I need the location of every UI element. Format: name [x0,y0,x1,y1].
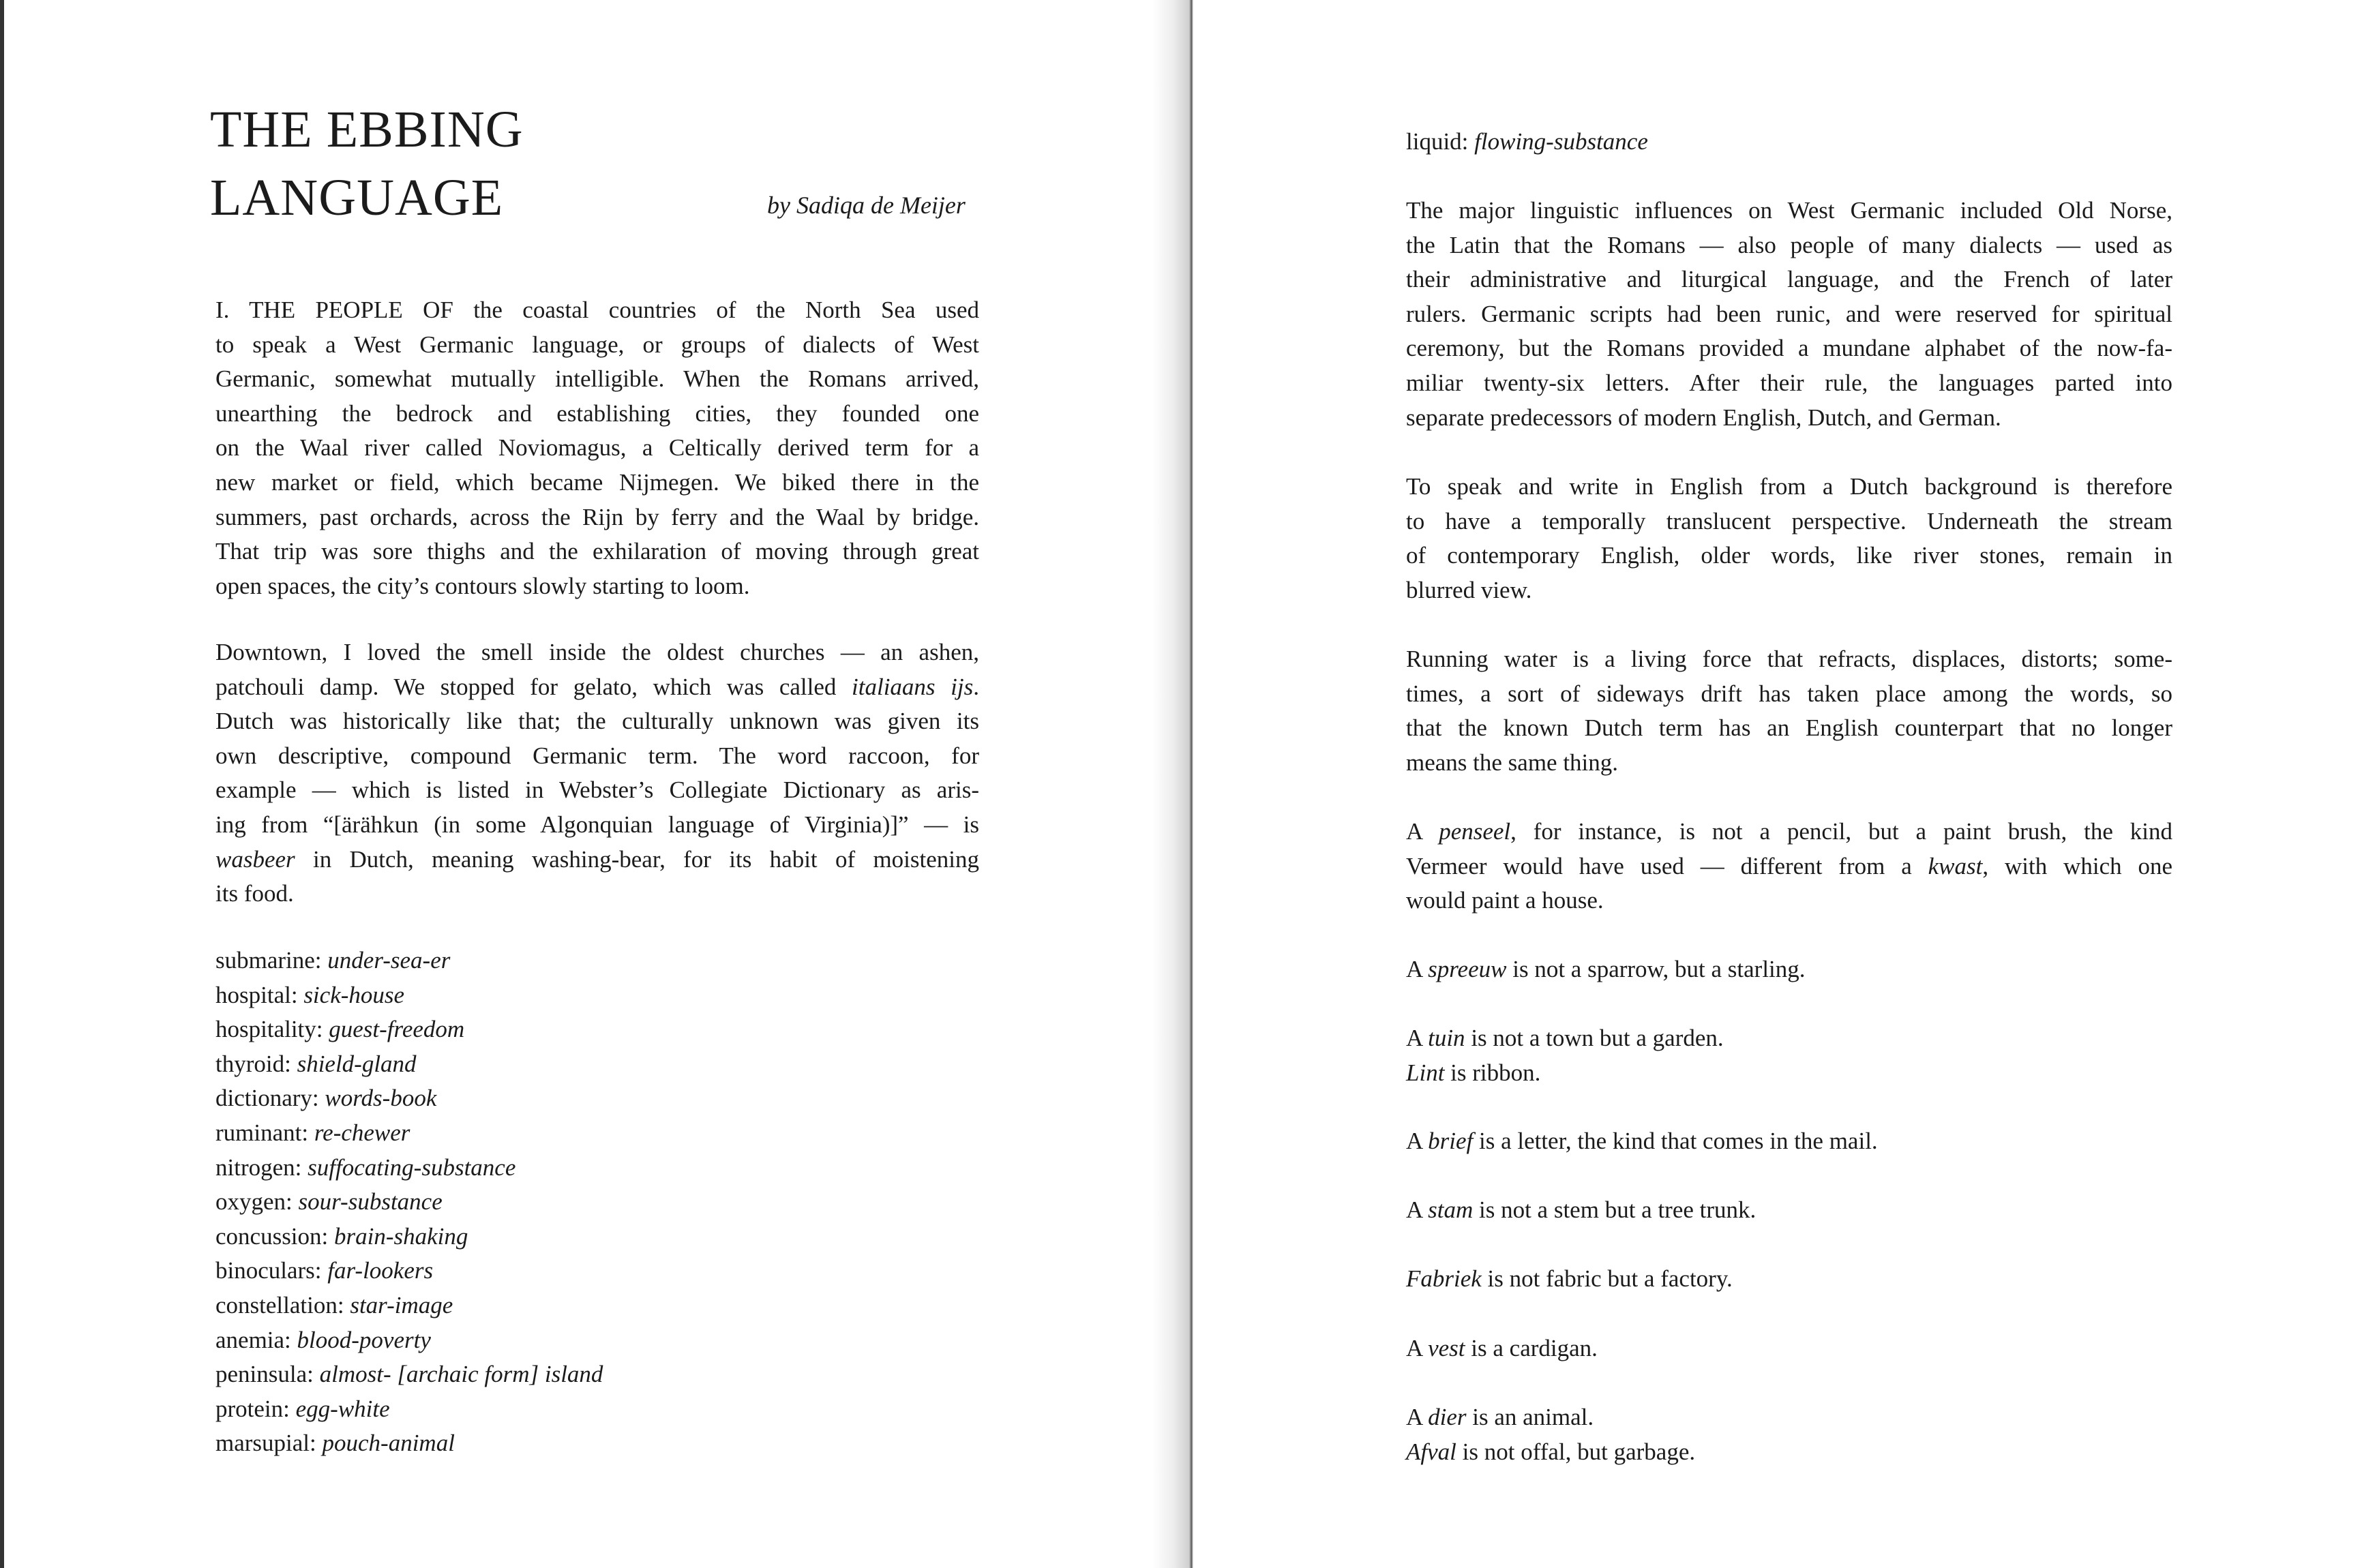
text-segment: Downtown, I loved the smell inside the oldest churches — an ashen, [215,639,979,665]
text-line [215,843,979,877]
text-segment: of contemporary English, older words, like river stones, remain in [1406,542,2172,569]
page-edge [0,0,4,1568]
text-segment: is a cardigan. [1465,1335,1598,1361]
right-paragraph [1406,1331,2172,1366]
text-line [215,1047,979,1082]
right-paragraph [1406,815,2172,918]
text-line [1406,228,2172,263]
text-segment: protein: [215,1395,296,1422]
text-line [1406,677,2172,712]
text-line [1406,849,2172,884]
text-line [215,739,979,774]
text-line [215,500,979,535]
text-line [215,808,979,843]
text-line [1406,1021,2172,1056]
text-line [1406,642,2172,677]
right-paragraph [1406,1262,2172,1297]
right-paragraph [1406,1400,2172,1469]
right-paragraph [1406,1193,2172,1228]
text-segment: to have a temporally translucent perspective. Underneath the stream [1406,507,2172,534]
text-segment: rulers. Germanic scripts had been runic, and were reserved for spiritual [1406,300,2172,327]
italic-term: sick-house [303,981,405,1008]
text-line [215,1254,979,1288]
text-segment: unearthing the bedrock and establishing cities, they founded one [215,399,979,427]
text-line [215,534,979,569]
text-segment: means the same thing. [1406,749,1619,776]
text-line [215,1288,979,1323]
italic-term: shield-gland [297,1050,417,1077]
text-line [215,944,979,978]
text-segment: Running water is a living force that refracts, displaces, distorts; some- [1406,646,2172,672]
text-segment: their administrative and liturgical language, and the French of later [1406,266,2172,293]
text-line [1406,1193,2172,1228]
glossary-list [215,944,979,1461]
text-segment: times, a sort of sideways drift has taken place among the words, so [1406,680,2172,707]
text-line [1406,1124,2172,1159]
italic-term: dier [1428,1404,1467,1430]
text-segment: constellation: [215,1291,350,1318]
text-line [215,397,979,432]
italic-term: blood-poverty [297,1326,431,1353]
text-line [215,978,979,1013]
italic-term: under-sea-er [327,947,451,974]
text-segment: in Dutch, meaning washing-bear, for its habit of moistening [295,845,979,873]
text-line [1406,573,2172,608]
italic-term: brain-shaking [334,1222,468,1250]
text-segment: new market or field, which became Nijmegen. We biked there in the [215,468,979,496]
italic-term: re-chewer [314,1119,410,1146]
text-line [215,293,979,328]
italic-term: sour-substance [298,1188,443,1216]
text-segment: I. THE PEOPLE OF the coastal countries of the North Sea used [215,297,979,323]
text-segment: A [1406,956,1429,982]
text-segment: ruminant: [215,1119,314,1146]
text-line [215,466,979,500]
text-segment: is not a sparrow, but a starling. [1506,956,1806,982]
italic-term: penseel [1439,818,1511,845]
text-segment: liquid: [1406,128,1475,155]
italic-term: egg-white [295,1395,390,1422]
text-line [215,1081,979,1116]
text-line [215,773,979,808]
text-line [215,569,979,604]
text-line [215,1151,979,1186]
text-segment: A [1406,1404,1429,1430]
text-line [215,635,979,670]
text-segment: A [1406,818,1439,845]
byline: by Sadiqa de Meijer [767,192,966,219]
right-paragraph [1406,642,2172,780]
paragraph-2 [215,635,979,911]
text-segment: ceremony, but the Romans provided a mundane alphabet of the now-fa- [1406,335,2172,362]
text-line [1406,884,2172,918]
text-line [1406,1435,2172,1470]
text-segment: is a letter, the kind that comes in the mail. [1473,1128,1878,1154]
text-line [1406,470,2172,504]
text-line [215,704,979,739]
text-line [215,1185,979,1220]
text-segment: To speak and write in English from a Dutch background is therefore [1406,473,2172,500]
text-line [1406,331,2172,366]
text-segment: that the known Dutch term has an English counterpart that no longer [1406,714,2172,742]
italic-term: vest [1428,1335,1465,1361]
text-segment: , with which one [1982,852,2173,879]
italic-term: Lint [1406,1059,1445,1086]
text-segment: nitrogen: [215,1154,308,1181]
italic-term: spreeuw [1428,956,1507,982]
text-line [215,1323,979,1358]
text-line [1406,194,2172,228]
text-line [215,1426,979,1461]
italic-term: kwast [1928,852,1983,879]
article-title [210,95,524,232]
text-segment: oxygen: [215,1188,299,1216]
italic-term: Fabriek [1406,1265,1482,1292]
paragraph-1 [215,293,979,603]
text-line [1406,1056,2172,1091]
italic-term: stam [1428,1196,1474,1223]
text-line [1406,815,2172,849]
text-segment: is not offal, but garbage. [1456,1438,1696,1465]
text-line [215,1116,979,1151]
text-segment: hospital: [215,981,304,1008]
text-segment: is ribbon. [1444,1059,1541,1086]
text-segment: concussion: [215,1222,335,1250]
italic-term: tuin [1428,1025,1465,1051]
italic-term: pouch-animal [322,1430,455,1457]
text-line [215,670,979,705]
text-line [215,1392,979,1427]
italic-term: guest-freedom [329,1016,465,1043]
text-segment: is an animal. [1466,1404,1594,1430]
right-paragraph [1406,1124,2172,1159]
text-segment: Vermeer would have used — different from a [1406,852,1928,879]
italic-term: italiaans ijs [852,673,974,700]
text-line [215,1220,979,1254]
text-segment: A [1406,1335,1429,1361]
text-segment: thyroid: [215,1050,297,1077]
text-segment: A [1406,1128,1429,1154]
text-segment: A [1406,1025,1429,1051]
text-segment: , for instance, is not a pencil, but a paint brush, the kind [1510,818,2172,845]
text-line [215,1357,979,1392]
text-segment: is not fabric but a factory. [1481,1265,1733,1292]
text-line [1406,401,2172,436]
text-segment: Germanic, somewhat mutually intelligible. When the Romans arrived, [215,365,979,393]
text-line [1406,1400,2172,1435]
right-paragraph [1406,470,2172,607]
right-paragraph [1406,125,2172,160]
italic-term: words-book [325,1085,437,1112]
text-segment: dictionary: [215,1085,325,1112]
text-segment: miliar twenty-six letters. After their rule, the languages parted into [1406,369,2172,396]
italic-term: flowing-substance [1474,128,1648,155]
text-segment: hospitality: [215,1016,329,1043]
italic-term: wasbeer [215,845,295,873]
text-line [215,328,979,363]
text-segment: open spaces, the city’s contours slowly starting to loom. [215,572,750,599]
text-segment: anemia: [215,1326,297,1353]
italic-term: almost- [archaic form] island [319,1361,603,1388]
book-spine [1152,0,1193,1568]
italic-term: far-lookers [327,1257,434,1284]
text-segment: Dutch was historically like that; the culturally unknown was given its [215,708,979,735]
text-segment: its food. [215,880,294,907]
text-line [1406,711,2172,746]
text-line [1406,297,2172,332]
italic-term: suffocating-substance [308,1154,516,1181]
text-segment: on the Waal river called Noviomagus, a Celtically derived term for a [215,434,979,462]
text-segment: peninsula: [215,1361,320,1388]
text-segment: own descriptive, compound Germanic term. The word raccoon, for [215,742,979,769]
title-line: THE EBBING [210,101,524,158]
text-segment: separate predecessors of modern English, Dutch, and German. [1406,404,2001,431]
text-segment: binoculars: [215,1257,328,1284]
text-segment: marsupial: [215,1430,323,1457]
text-segment: blurred view. [1406,576,1532,603]
text-segment: is not a town but a garden. [1465,1025,1724,1051]
text-segment: A [1406,1196,1429,1223]
text-line [1406,262,2172,297]
right-paragraph [1406,194,2172,435]
text-segment: example — which is listed in Webster’s Collegiate Dictionary as aris- [215,777,979,804]
text-line [1406,504,2172,539]
text-line [1406,746,2172,781]
text-segment: submarine: [215,947,328,974]
text-segment: to speak a West Germanic language, or groups of dialects of West [215,331,979,358]
text-line [215,362,979,397]
text-line [215,431,979,466]
italic-term: Afval [1406,1438,1456,1465]
right-paragraph [1406,952,2172,987]
italic-term: star-image [350,1291,453,1318]
text-line [1406,125,2172,160]
text-line [1406,366,2172,401]
text-line [1406,1331,2172,1366]
text-segment: would paint a house. [1406,887,1604,914]
text-segment: patchouli damp. We stopped for gelato, which was called [215,673,852,700]
text-line [1406,1262,2172,1297]
text-segment: summers, past orchards, across the Rijn by ferry and the Waal by bridge. [215,503,979,530]
text-line [215,877,979,911]
text-segment: is not a stem but a tree trunk. [1473,1196,1756,1223]
italic-term: brief [1428,1128,1474,1154]
text-line [1406,539,2172,573]
text-segment: . [973,673,979,700]
text-line [1406,952,2172,987]
text-line [215,1012,979,1047]
title-line: LANGUAGE [210,169,504,226]
right-paragraph [1406,1021,2172,1090]
text-segment: That trip was sore thighs and the exhilaration of moving through great [215,538,979,565]
text-segment: The major linguistic influences on West Germanic included Old Norse, [1406,197,2172,224]
text-segment: the Latin that the Romans — also people of many dialects — used as [1406,231,2172,258]
text-segment: ing from “[ärähkun (in some Algonquian language of Virginia)]” — is [215,811,979,838]
